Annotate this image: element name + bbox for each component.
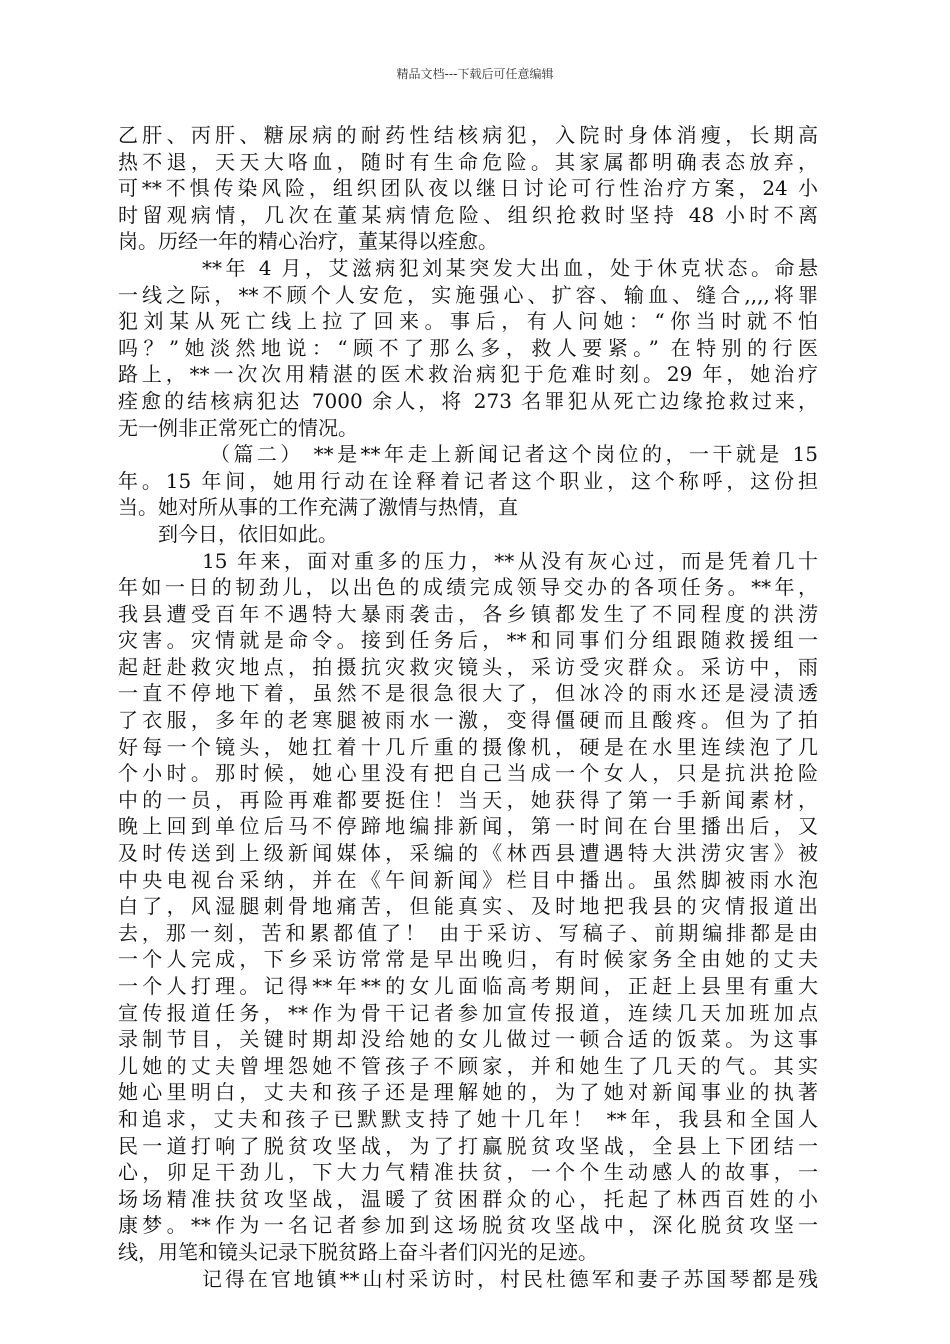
text-line: 岗。历经一年的精心治疗，董某得以痊愈。 — [118, 229, 498, 254]
text-line: 中的一员，再险再难都要挺住！当天，她获得了第一手新闻素材， — [118, 787, 818, 812]
text-line: 宣传报道任务，**作为骨干记者参加宣传报道，连续几天加班加点 — [118, 1000, 818, 1025]
text-line: 了衣服，多年的老寒腿被雨水一激，变得僵硬而且酸疼。但为了拍 — [118, 708, 818, 733]
text-line: 她心里明白，丈夫和孩子还是理解她的，为了她对新闻事业的执著 — [118, 1080, 818, 1105]
text-line: 热不退，天天大咯血，随时有生命危险。其家属都明确表态放弃， — [118, 149, 818, 174]
text-line: 儿她的丈夫曾埋怨她不管孩子不顾家，并和她生了几天的气。其实 — [118, 1053, 818, 1078]
page-header: 精品文档---下载后可任意编辑 — [396, 67, 554, 81]
text-line: 乙肝、丙肝、糖尿病的耐药性结核病犯，入院时身体消瘦，长期高 — [118, 123, 818, 147]
text-line: （篇二） **是**年走上新闻记者这个岗位的，一干就是 15 — [210, 442, 818, 467]
text-line: 吗？”她淡然地说：“顾不了那么多，救人要紧。” 在特别的行医 — [118, 335, 818, 360]
text-line: 中央电视台采纳，并在《午间新闻》栏目中播出。虽然脚被雨水泡 — [118, 867, 818, 892]
text-line: 和追求，丈夫和孩子已默默支持了她十几年！ **年，我县和全国人 — [118, 1106, 818, 1131]
text-line: 一个人完成，下乡采访常常是早出晚归，有时候家务全由她的丈夫 — [118, 947, 818, 972]
text-line: 一线之际，**不顾个人安危，实施强心、扩容、输血、缝合,,,,将罪 — [118, 282, 818, 307]
text-line: 可**不惧传染风险，组织团队夜以继日讨论可行性治疗方案，24 小 — [118, 176, 818, 201]
text-line: 15 年来，面对重多的压力，**从没有灰心过，而是凭着几十 — [202, 548, 818, 573]
text-line: **年 4 月，艾滋病犯刘某突发大出血，处于休克状态。命悬 — [202, 255, 818, 280]
text-line: 录制节目，关键时期却没给她的女儿做过一顿合适的饭菜。为这事 — [118, 1027, 818, 1052]
text-line: 白了，风湿腿刺骨地痛苦，但能真实、及时地把我县的灾情报道出 — [118, 894, 818, 919]
text-line: 起赶赴救灾地点，拍摄抗灾救灾镜头，采访受灾群众。采访中，雨 — [118, 654, 818, 679]
text-line: 路上，**一次次用精湛的医术救治病犯于危难时刻。29 年，她治疗 — [118, 362, 818, 387]
text-line: 时留观病情，几次在董某病情危险、组织抢救时坚持 48 小时不离 — [118, 202, 818, 227]
text-line: 晚上回到单位后马不停蹄地编排新闻，第一时间在台里播出后，又 — [118, 814, 818, 839]
text-line: 线，用笔和镜头记录下脱贫路上奋斗者们闪光的足迹。 — [118, 1239, 598, 1264]
text-line: 一个人打理。记得**年**的女儿面临高考期间，正赶上县里有重大 — [118, 974, 818, 998]
text-line: 到今日，依旧如此。 — [158, 521, 338, 546]
text-line: 年如一日的韧劲儿，以出色的成绩完成领导交办的各项任务。**年， — [118, 575, 818, 600]
text-line: 灾害。灾情就是命令。接到任务后，**和同事们分组跟随救援组一 — [118, 628, 818, 653]
text-line: 好每一个镜头，她扛着十几斤重的摄像机，硬是在水里连续泡了几 — [118, 734, 818, 759]
text-line: 心，卯足干劲儿，下大力气精准扶贫，一个个生动感人的故事，一 — [118, 1160, 818, 1185]
document-body — [118, 122, 818, 1292]
text-line: 痊愈的结核病犯达 7000 余人，将 273 名罪犯从死亡边缘抢救过来， — [118, 388, 818, 413]
text-line: 个小时。那时候，她心里没有把自己当成一个女人，只是抗洪抢险 — [118, 761, 818, 786]
text-line: 犯刘某从死亡线上拉了回来。事后，有人问她：“你当时就不怕 — [118, 309, 818, 334]
text-line: 无一例非正常死亡的情况。 — [118, 415, 358, 440]
text-line: 年。15 年间，她用行动在诠释着记者这个职业，这个称呼，这份担 — [118, 468, 818, 493]
text-line: 去，那一刻，苦和累都值了！ 由于采访、写稿子、前期编排都是由 — [118, 920, 818, 945]
text-line: 及时传送到上级新闻媒体，采编的《林西县遭遇特大洪涝灾害》被 — [118, 841, 818, 866]
text-line: 我县遭受百年不遇特大暴雨袭击，各乡镇都发生了不同程度的洪涝 — [118, 601, 818, 626]
text-line: 一直不停地下着，虽然不是很急很大了，但冰冷的雨水还是浸渍透 — [118, 681, 818, 706]
text-line: 当。她对所从事的工作充满了激情与热情，直 — [118, 495, 518, 520]
text-line: 民一道打响了脱贫攻坚战，为了打赢脱贫攻坚战，全县上下团结一 — [118, 1133, 818, 1158]
text-line: 记得在官地镇**山村采访时，村民杜德军和妻子苏国琴都是残 — [202, 1266, 818, 1291]
text-line: 康梦。**作为一名记者参加到这场脱贫攻坚战中，深化脱贫攻坚一 — [118, 1213, 818, 1238]
text-line: 场场精准扶贫攻坚战，温暖了贫困群众的心，托起了林西百姓的小 — [118, 1186, 818, 1211]
